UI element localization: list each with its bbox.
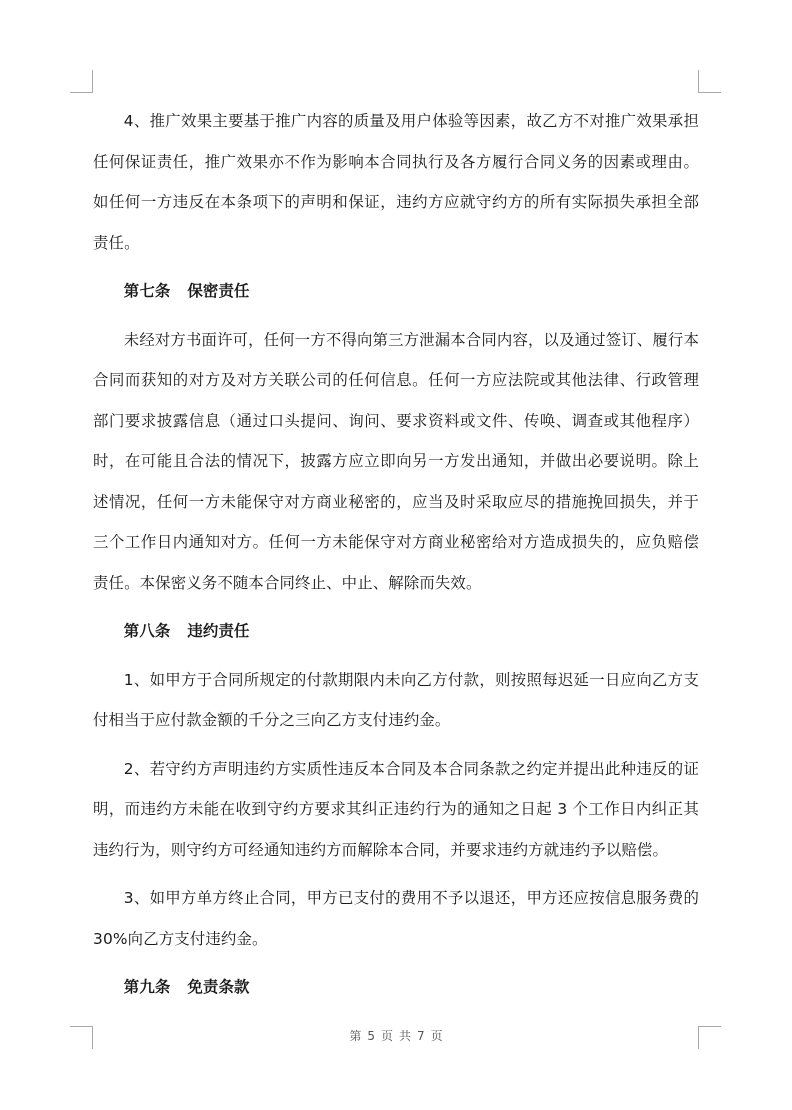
paragraph-breach-2: 2、若守约方声明违约方实质性违反本合同及本合同条款之约定并提出此种违反的证明，而违约方未能在收到守约方要求其纠正违约行为的通知之日起 3 个工作日内纠正其违约行为，则守约方可经通知违约方而解除本合同，并要求违约方就违约予以赔偿。 <box>93 759 699 859</box>
crop-mark-top-left <box>70 70 93 93</box>
document-body <box>93 101 699 1021</box>
article-title: 违约责任 <box>187 622 250 640</box>
article-number: 第八条 <box>123 622 171 640</box>
page-footer <box>0 1027 792 1044</box>
crop-mark-top-right <box>698 70 721 93</box>
heading-article-9 <box>93 967 699 1008</box>
paragraph-confidentiality: 未经对方书面许可，任何一方不得向第三方泄漏本合同内容，以及通过签订、履行本合同而获知的对方及对方关联公司的任何信息。任何一方应法院或其他法律、行政管理部门要求披露信息（通过口头提问、询问、要求资料或文件、传唤、调查或其他程序）时，在可能且合法的情况下，披露方应立即向另一方发出通知，并做出必要说明。除上述情况，任何一方未能保守对方商业秘密的，应当及时采取应尽的措施挽回损失，并于三个工作日内通知对方。任何一方未能保守对方商业秘密给对方造成损失的，应负赔偿责任。本保密义务不随本合同终止、中止、解除而失效。 <box>93 330 699 592</box>
heading-article-8 <box>93 611 699 652</box>
footer-suffix: 页 <box>430 1029 443 1043</box>
paragraph-breach-1: 1、如甲方于合同所规定的付款期限内未向乙方付款，则按照每迟延一日应向乙方支付相当于应付款金额的千分之三向乙方支付违约金。 <box>93 670 699 729</box>
heading-article-7 <box>93 271 699 312</box>
paragraph-breach-3: 3、如甲方单方终止合同，甲方已支付的费用不予以退还，甲方还应按信息服务费的 30%向乙方支付违约金。 <box>93 889 699 948</box>
article-title: 免责条款 <box>187 978 250 996</box>
paragraph-force-majeure-1 <box>93 1016 699 1022</box>
article-number: 第九条 <box>123 978 171 996</box>
article-number: 第七条 <box>123 282 171 300</box>
footer-total-pages: 7 <box>417 1029 425 1043</box>
article-title: 保密责任 <box>187 282 250 300</box>
footer-page-word: 页 <box>380 1029 393 1043</box>
footer-total-word: 共 <box>399 1029 412 1043</box>
footer-current-page: 5 <box>367 1029 375 1043</box>
footer-prefix: 第 <box>349 1029 362 1043</box>
paragraph-clause-4: 4、推广效果主要基于推广内容的质量及用户体验等因素，故乙方不对推广效果承担任何保证责任，推广效果亦不作为影响本合同执行及各方履行合同义务的因素或理由。如任何一方违反在本条项下的声明和保证，违约方应就守约方的所有实际损失承担全部责任。 <box>93 112 699 252</box>
